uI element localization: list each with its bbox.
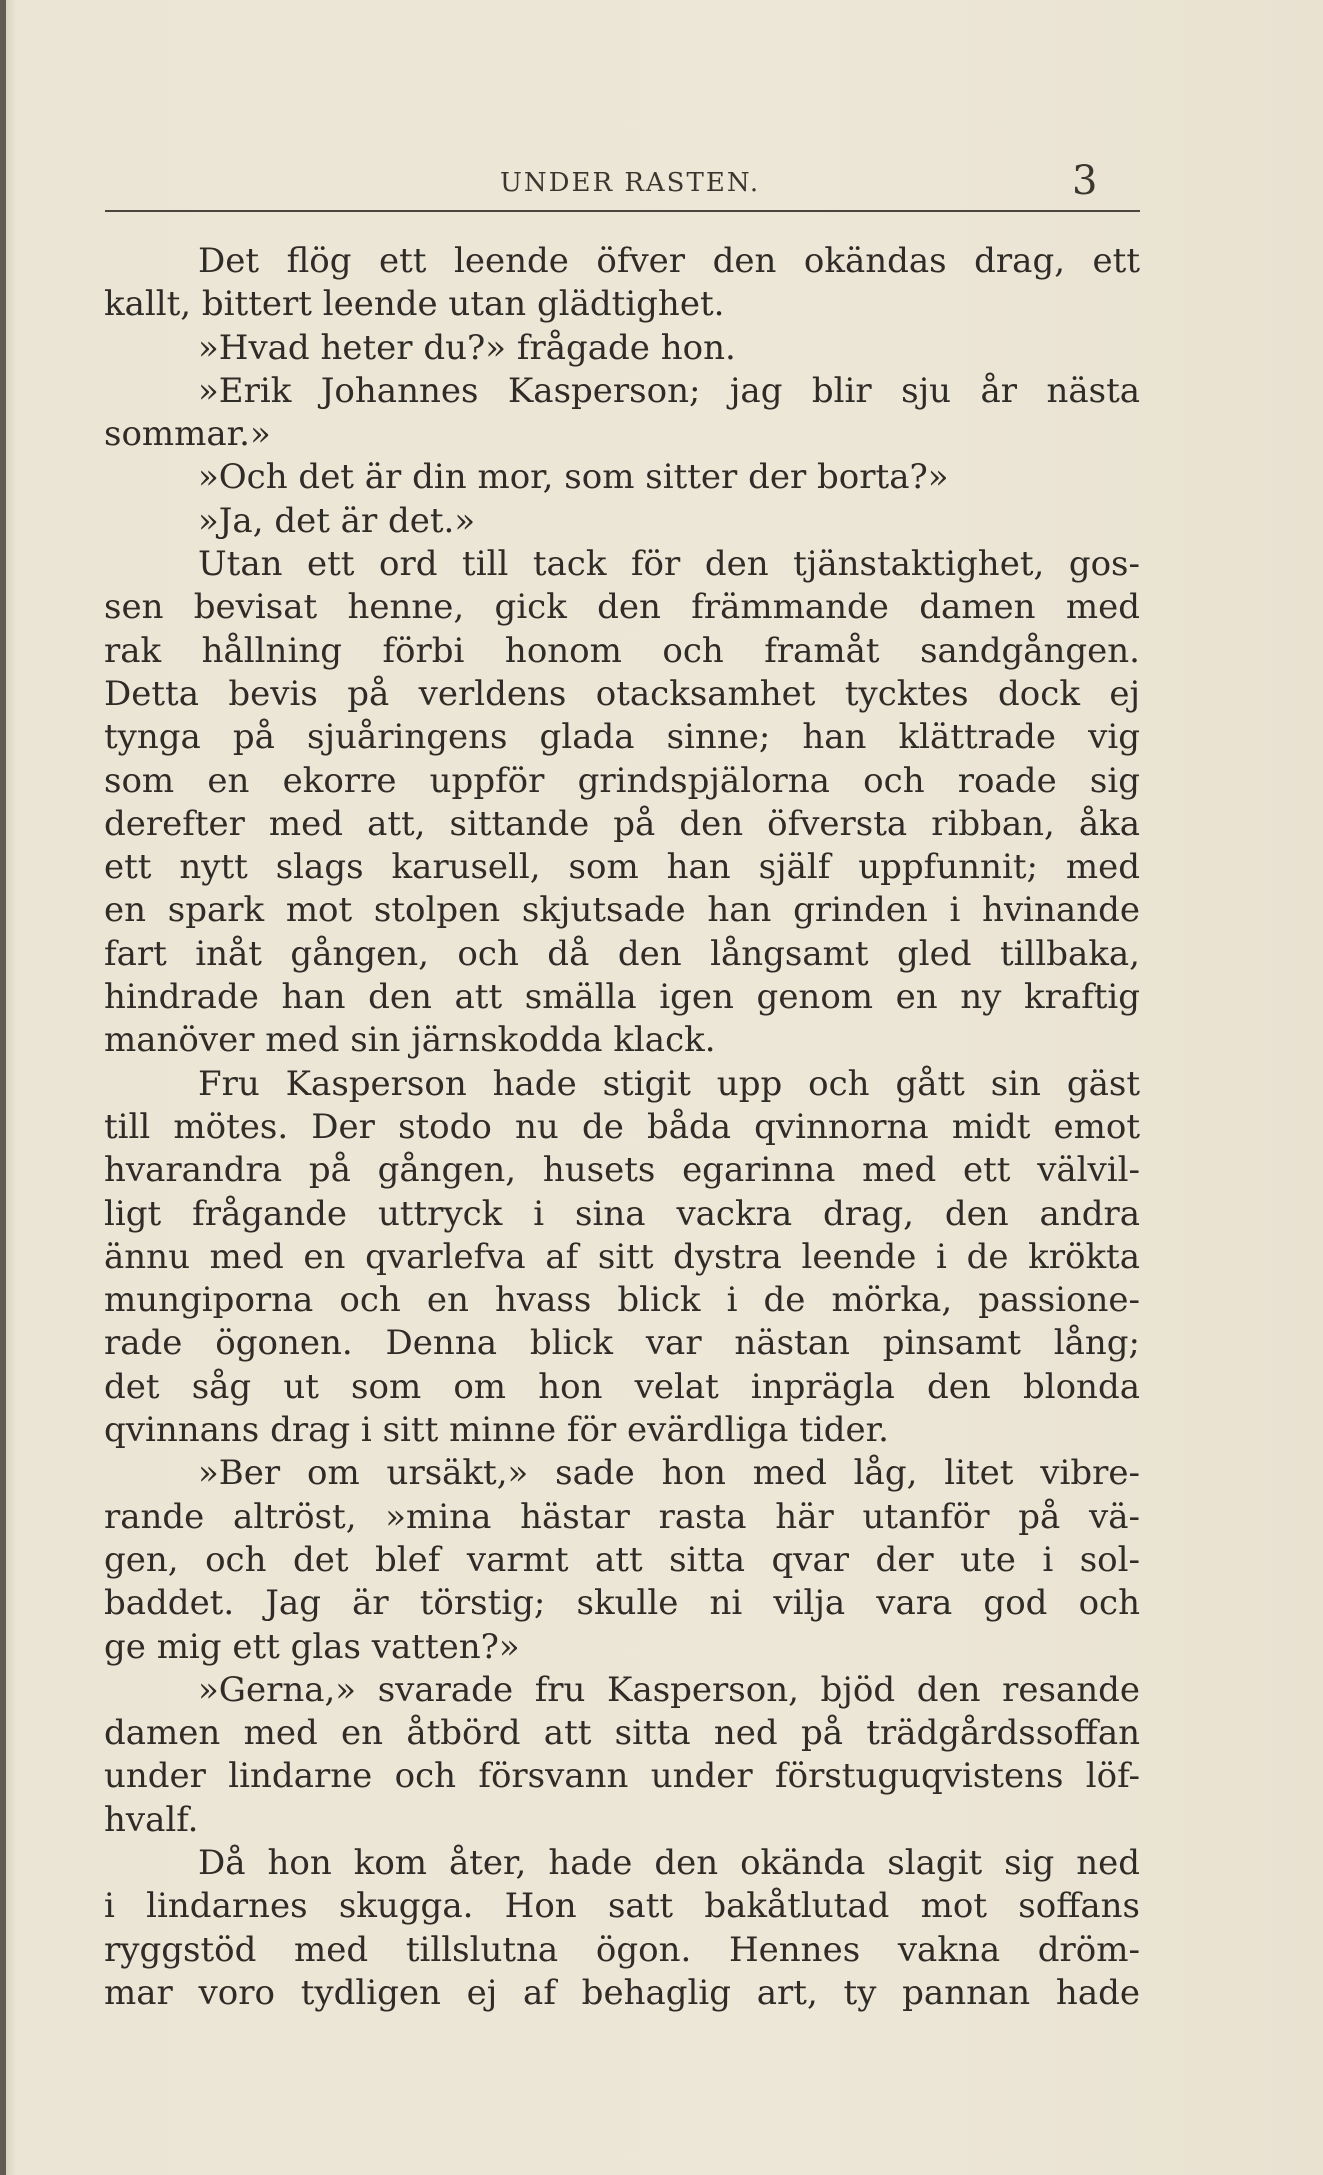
- text-line: »Erik Johannes Kasperson; jag blir sju år nästa: [198, 370, 1140, 411]
- text-line: ligt frågande uttryck i sina vackra drag, den andra: [104, 1193, 1140, 1234]
- text-line: rande altröst, »mina hästar rasta här utanför på vä-: [104, 1496, 1140, 1537]
- text-line: Det flög ett leende öfver den okändas drag, ett: [198, 241, 1140, 281]
- text-line: Då hon kom åter, hade den okända slagit sig ned: [198, 1842, 1140, 1883]
- text-line: »Hvad heter du?» frågade hon.: [198, 327, 736, 368]
- text-line: sen bevisat henne, gick den främmande damen med: [104, 587, 1140, 628]
- text-line: ryggstöd med tillslutna ögon. Hennes vakna dröm-: [104, 1929, 1140, 1970]
- text-line: ett nytt slags karusell, som han själf uppfunnit; med: [104, 847, 1140, 888]
- text-line: rak hållning förbi honom och framåt sandgången.: [104, 630, 1140, 671]
- text-line: hvalf.: [104, 1799, 199, 1840]
- page-spine-edge: [0, 0, 6, 2175]
- running-head: UNDER RASTEN.: [500, 168, 761, 198]
- text-line: till mötes. Der stodo nu de båda qvinnorna midt emot: [104, 1106, 1140, 1147]
- text-line: kallt, bittert leende utan glädtighet.: [104, 284, 725, 325]
- text-line: i lindarnes skugga. Hon satt bakåtlutad mot soffans: [104, 1886, 1140, 1927]
- text-line: baddet. Jag är törstig; skulle ni vilja vara god och: [104, 1583, 1140, 1624]
- text-line: sommar.»: [104, 414, 271, 455]
- text-line: qvinnans drag i sitt minne för evärdliga tider.: [104, 1410, 889, 1451]
- text-line: »Gerna,» svarade fru Kasperson, bjöd den resande: [198, 1669, 1140, 1710]
- text-line: hvarandra på gången, husets egarinna med ett välvil-: [104, 1150, 1140, 1191]
- text-line: rade ögonen. Denna blick var nästan pinsamt lång;: [104, 1323, 1140, 1364]
- text-line: ännu med en qvarlefva af sitt dystra leende i de krökta: [104, 1236, 1140, 1277]
- header-rule: [105, 210, 1140, 212]
- text-line: »Och det är din mor, som sitter der borta?»: [198, 457, 949, 498]
- text-line: Detta bevis på verldens otacksamhet tycktes dock ej: [104, 673, 1140, 714]
- text-line: en spark mot stolpen skjutsade han grinden i hvinande: [104, 890, 1140, 931]
- page-number: 3: [1072, 158, 1098, 204]
- text-line: mar voro tydligen ej af behaglig art, ty pannan hade: [104, 1972, 1140, 2013]
- text-line: det såg ut som om hon velat inprägla den blonda: [104, 1366, 1140, 1407]
- text-line: derefter med att, sittande på den öfversta ribban, åka: [104, 803, 1140, 844]
- text-line: mungiporna och en hvass blick i de mörka, passione-: [104, 1280, 1140, 1321]
- text-line: »Ja, det är det.»: [198, 500, 476, 541]
- text-line: Fru Kasperson hade stigit upp och gått sin gäst: [198, 1063, 1140, 1104]
- text-line: tynga på sjuåringens glada sinne; han klättrade vig: [104, 717, 1140, 758]
- text-line: gen, och det blef varmt att sitta qvar der ute i sol-: [104, 1539, 1140, 1580]
- text-line: som en ekorre uppför grindspjälorna och roade sig: [104, 760, 1140, 801]
- text-line: fart inåt gången, och då den långsamt gled tillbaka,: [104, 933, 1140, 974]
- text-line: under lindarne och försvann under förstuguqvistens löf-: [104, 1756, 1140, 1797]
- text-line: manöver med sin järnskodda klack.: [104, 1020, 716, 1061]
- body-text: [104, 240, 1140, 2015]
- text-line: Utan ett ord till tack för den tjänstaktighet, gos-: [198, 544, 1140, 585]
- text-line: »Ber om ursäkt,» sade hon med låg, litet vibre-: [198, 1453, 1140, 1494]
- text-line: hindrade han den att smälla igen genom en ny kraftig: [104, 977, 1140, 1018]
- text-line: ge mig ett glas vatten?»: [104, 1626, 520, 1667]
- text-line: damen med en åtbörd att sitta ned på trädgårdssoffan: [104, 1713, 1140, 1754]
